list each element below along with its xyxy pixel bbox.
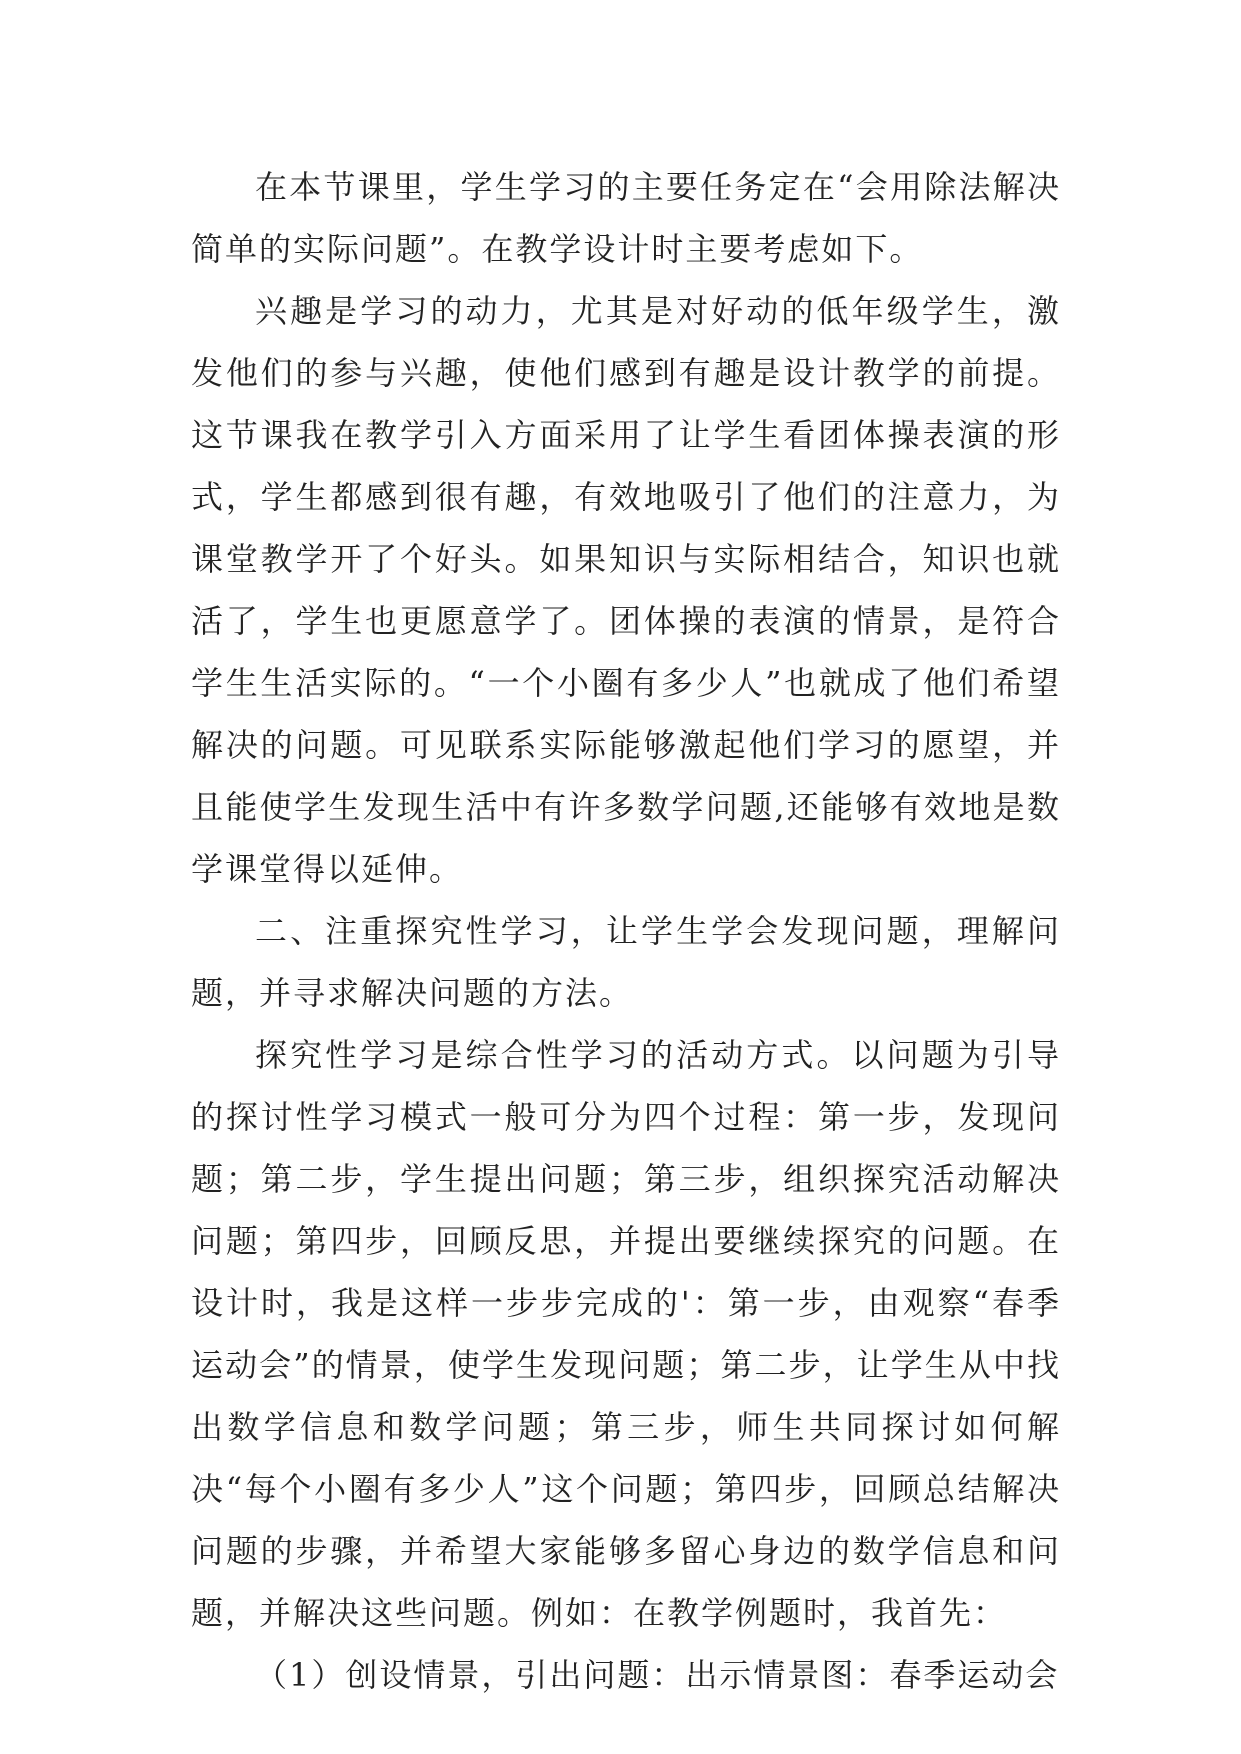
document-body bbox=[191, 156, 1061, 1706]
paragraph-inquiry-learning: 探究性学习是综合性学习的活动方式。以问题为引导的探讨性学习模式一般可分为四个过程：第一步，发现问题；第二步，学生提出问题；第三步，组织探究活动解决问题；第四步，回顾反思，并提出要继续探究的问题。在设计时，我是这样一步步完成的'：第一步，由观察“春季运动会”的情景，使学生发现问题；第二步，让学生从中找出数学信息和数学问题；第三步，师生共同探讨如何解决“每个小圈有多少人”这个问题；第四步，回顾总结解决问题的步骤，并希望大家能够多留心身边的数学信息和问题，并解决这些问题。例如：在教学例题时，我首先： bbox=[191, 1036, 1061, 1632]
paragraph-step-one: （1）创设情景，引出问题：出示情景图：春季运动会 bbox=[255, 1656, 1060, 1694]
paragraph-interest: 兴趣是学习的动力，尤其是对好动的低年级学生，激发他们的参与兴趣，使他们感到有趣是设计教学的前提。这节课我在教学引入方面采用了让学生看团体操表演的形式，学生都感到很有趣，有效地吸引了他们的注意力，为课堂教学开了个好头。如果知识与实际相结合，知识也就活了，学生也更愿意学了。团体操的表演的情景，是符合学生生活实际的。“一个小圈有多少人”也就成了他们希望解决的问题。可见联系实际能够激起他们学习的愿望，并且能使学生发现生活中有许多数学问题,还能够有效地是数学课堂得以延伸。 bbox=[191, 292, 1061, 888]
paragraph-intro: 在本节课里，学生学习的主要任务定在“会用除法解决简单的实际问题”。在教学设计时主要考虑如下。 bbox=[191, 168, 1061, 268]
paragraph-section-heading: 二、注重探究性学习，让学生学会发现问题，理解问题，并寻求解决问题的方法。 bbox=[191, 912, 1061, 1012]
